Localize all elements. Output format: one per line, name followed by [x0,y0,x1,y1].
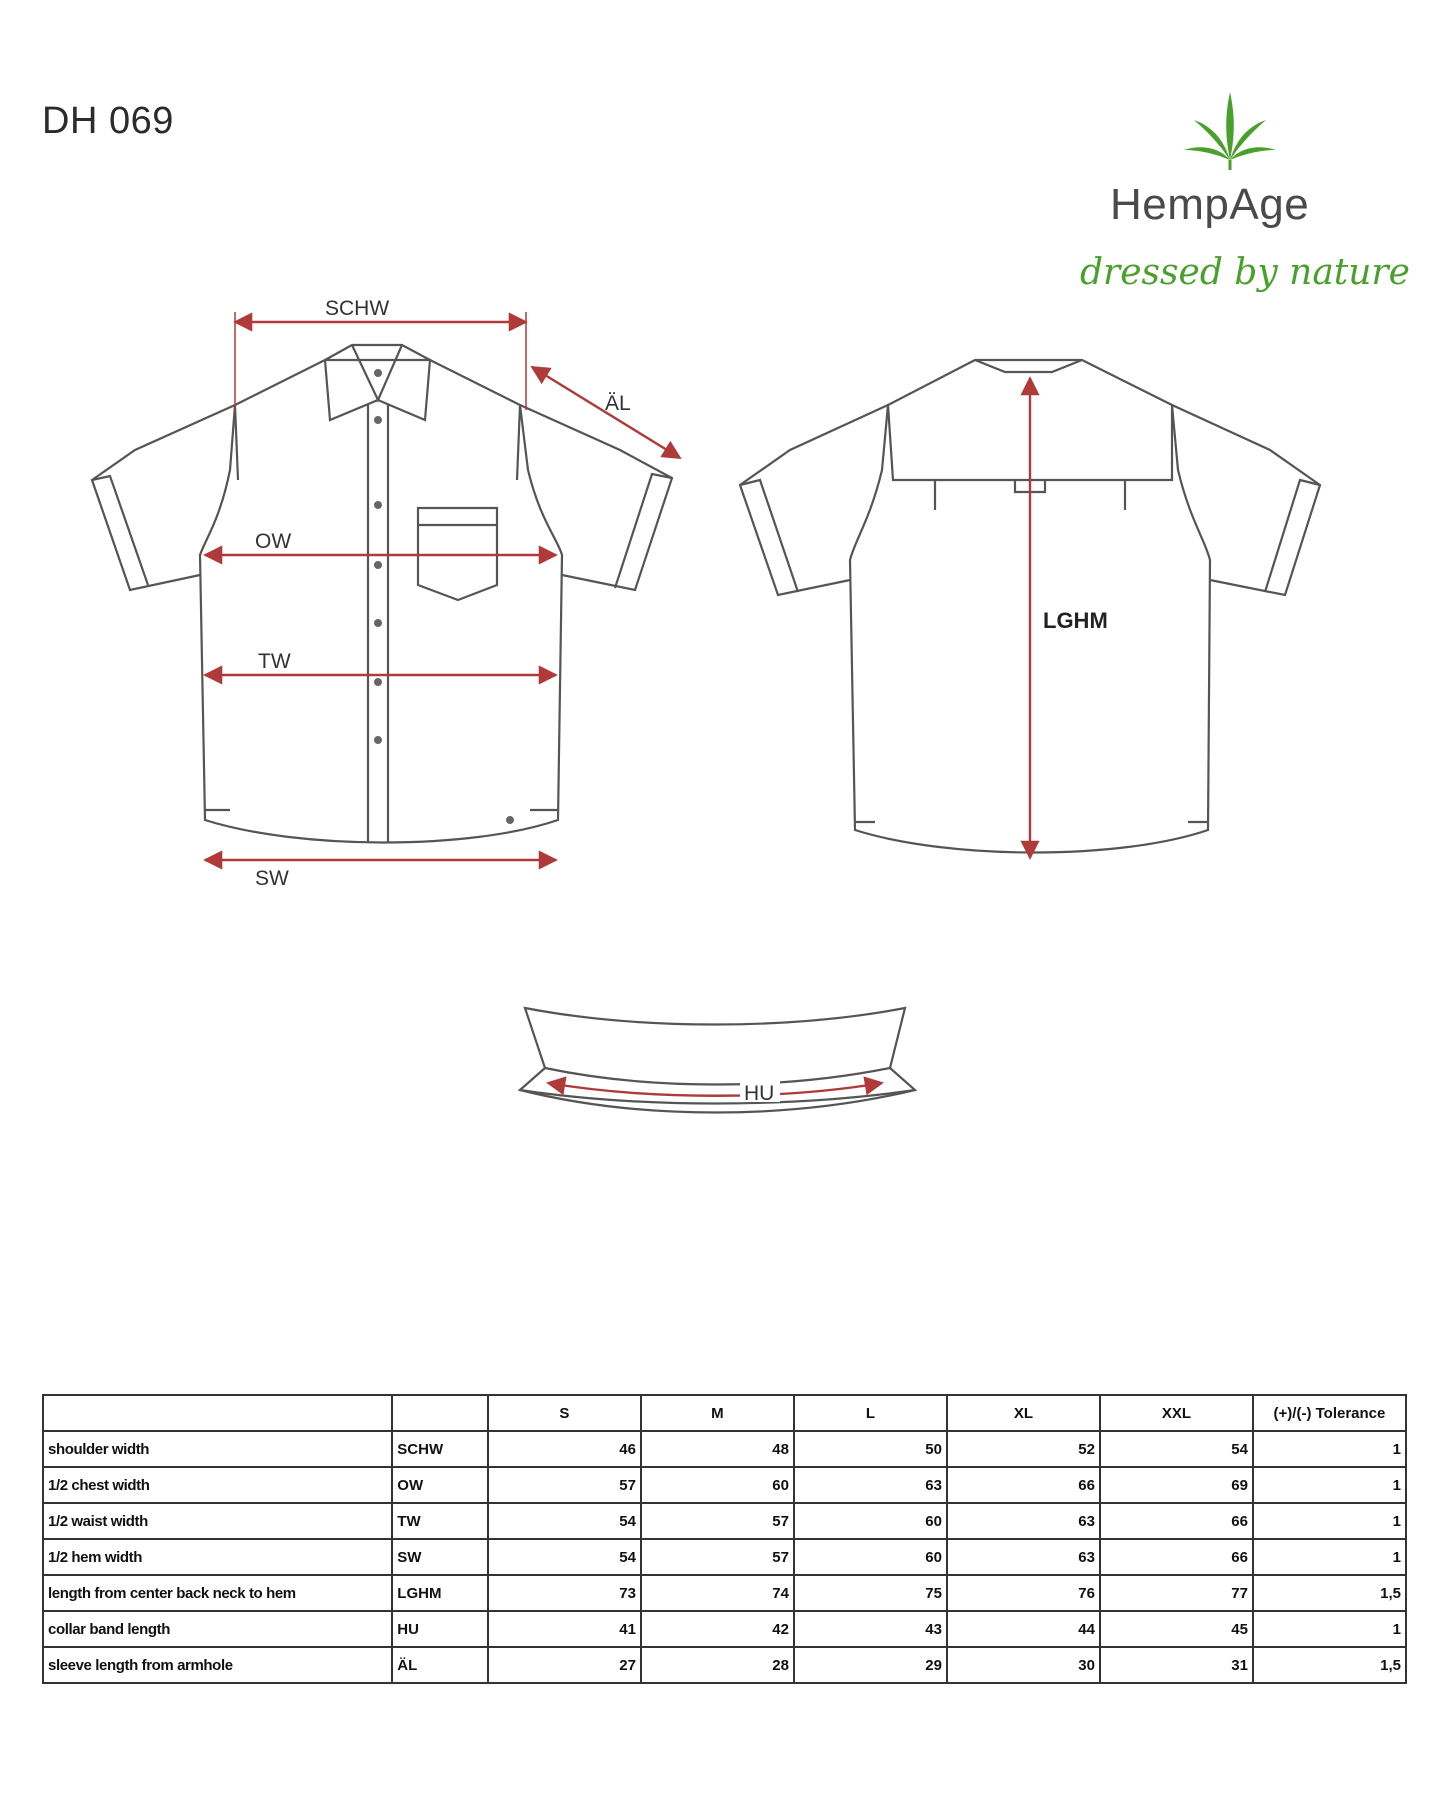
tolerance-cell: 1 [1253,1467,1406,1503]
tolerance-cell: 1,5 [1253,1647,1406,1683]
measure-code-cell: OW [392,1467,488,1503]
header-cell [43,1395,392,1431]
size-value-cell: 57 [488,1467,641,1503]
size-value-cell: 75 [794,1575,947,1611]
header-cell: M [641,1395,794,1431]
size-value-cell: 63 [947,1539,1100,1575]
measure-code-cell: HU [392,1611,488,1647]
size-value-cell: 57 [641,1503,794,1539]
size-value-cell: 63 [947,1503,1100,1539]
size-value-cell: 60 [794,1539,947,1575]
size-value-cell: 74 [641,1575,794,1611]
label-lghm: LGHM [1043,608,1108,633]
size-value-cell: 46 [488,1431,641,1467]
table-row [43,1431,1406,1467]
measure-code-cell: SW [392,1539,488,1575]
shirt-front-view [92,345,672,843]
label-al: ÄL [605,392,631,415]
measure-name-cell: 1/2 waist width [43,1503,392,1539]
brand-tagline: dressed by nature [1080,252,1410,293]
table-row [43,1503,1406,1539]
size-value-cell: 69 [1100,1467,1253,1503]
size-value-cell: 60 [794,1503,947,1539]
measure-name-cell: sleeve length from armhole [43,1647,392,1683]
table-row [43,1467,1406,1503]
size-value-cell: 73 [488,1575,641,1611]
measure-name-cell: 1/2 chest width [43,1467,392,1503]
tolerance-cell: 1 [1253,1611,1406,1647]
header-cell: XXL [1100,1395,1253,1431]
brand-name: HempAge [1110,180,1310,229]
size-value-cell: 63 [794,1467,947,1503]
size-value-cell: 66 [947,1467,1100,1503]
tolerance-cell: 1 [1253,1503,1406,1539]
size-value-cell: 57 [641,1539,794,1575]
measure-name-cell: length from center back neck to hem [43,1575,392,1611]
size-value-cell: 52 [947,1431,1100,1467]
header-cell: (+)/(-) Tolerance [1253,1395,1406,1431]
size-value-cell: 41 [488,1611,641,1647]
measure-code-cell: ÄL [392,1647,488,1683]
size-value-cell: 77 [1100,1575,1253,1611]
size-value-cell: 44 [947,1611,1100,1647]
size-spec-table [42,1394,1407,1684]
measure-name-cell: shoulder width [43,1431,392,1467]
table-row [43,1539,1406,1575]
measure-code-cell: TW [392,1503,488,1539]
header-cell [392,1395,488,1431]
size-value-cell: 54 [1100,1431,1253,1467]
label-hu: HU [744,1082,775,1105]
size-value-cell: 48 [641,1431,794,1467]
size-value-cell: 54 [488,1503,641,1539]
size-value-cell: 66 [1100,1503,1253,1539]
table-row [43,1575,1406,1611]
size-value-cell: 29 [794,1647,947,1683]
size-value-cell: 50 [794,1431,947,1467]
size-value-cell: 28 [641,1647,794,1683]
size-value-cell: 27 [488,1647,641,1683]
header-cell: XL [947,1395,1100,1431]
size-value-cell: 43 [794,1611,947,1647]
size-value-cell: 76 [947,1575,1100,1611]
measure-code-cell: SCHW [392,1431,488,1467]
size-value-cell: 60 [641,1467,794,1503]
size-value-cell: 30 [947,1647,1100,1683]
measure-name-cell: collar band length [43,1611,392,1647]
measure-name-cell: 1/2 hem width [43,1539,392,1575]
label-sw: SW [255,867,289,890]
tolerance-cell: 1,5 [1253,1575,1406,1611]
tolerance-cell: 1 [1253,1431,1406,1467]
measure-code-cell: LGHM [392,1575,488,1611]
model-code: DH 069 [42,100,174,142]
size-value-cell: 54 [488,1539,641,1575]
size-value-cell: 45 [1100,1611,1253,1647]
label-ow: OW [255,530,292,553]
table-row [43,1647,1406,1683]
label-schw: SCHW [325,297,390,320]
tolerance-cell: 1 [1253,1539,1406,1575]
size-value-cell: 66 [1100,1539,1253,1575]
table-row [43,1611,1406,1647]
header-cell: L [794,1395,947,1431]
size-value-cell: 31 [1100,1647,1253,1683]
table-header-row [43,1395,1406,1431]
label-tw: TW [258,650,291,673]
header-cell: S [488,1395,641,1431]
size-value-cell: 42 [641,1611,794,1647]
front-buttons [374,369,514,824]
